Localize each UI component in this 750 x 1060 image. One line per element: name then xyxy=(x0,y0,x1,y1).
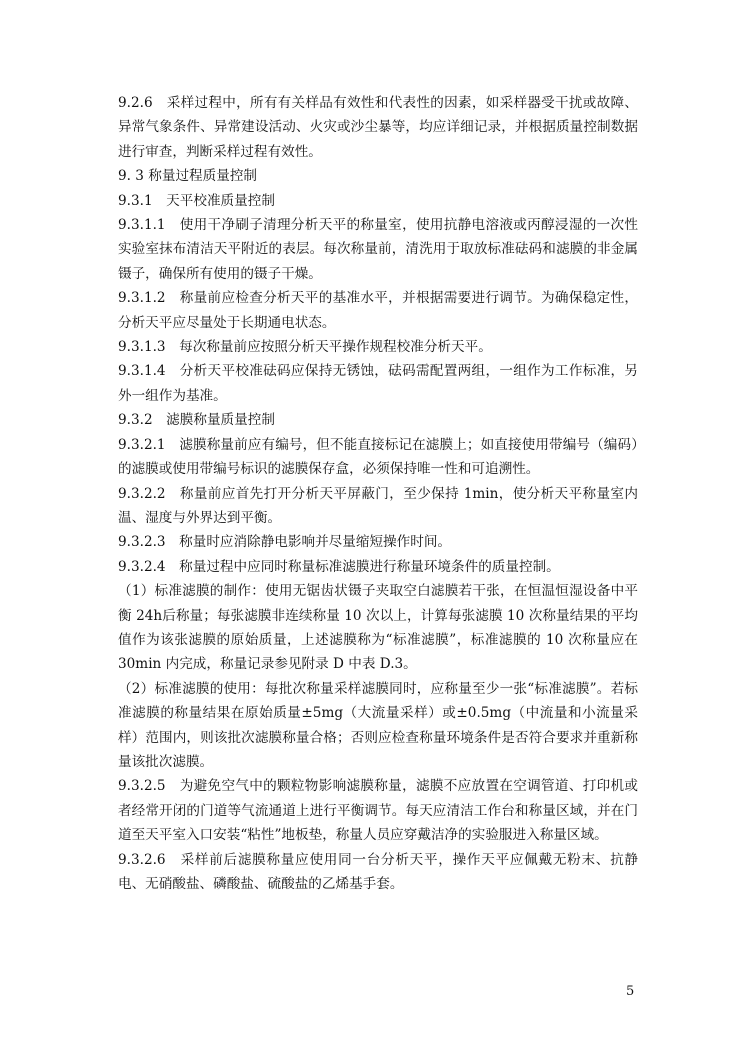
section-9-3-1-1: 9.3.1.1 使用干净刷子清理分析天平的称量室，使用抗静电溶液或丙醇浸湿的一次性实验室抹布清洁天平附近的表层。每次称量前，清洗用于取放标准砝码和滤膜的非金属镊子，确保所有使用的镊子干燥。 xyxy=(118,217,638,282)
heading-9-3-1: 9.3.1 天平校准质量控制 xyxy=(118,192,275,209)
heading-9-3-2: 9.3.2 滤膜称量质量控制 xyxy=(118,412,275,429)
section-9-2-6: 9.2.6 采样过程中，所有有关样品有效性和代表性的因素，如采样器受干扰或故障、异常气象条件、异常建设活动、火灾或沙尘暴等，均应详细记录，并根据质量控制数据进行审查，判断采样过程有效性。 xyxy=(118,95,638,160)
item-standard-filter-making: （1）标准滤膜的制作：使用无锯齿状镊子夹取空白滤膜若干张，在恒温恒湿设备中平衡 24h后称量；每张滤膜非连续称量 10 次以上，计算每张滤膜 10 次称量结果的平均值作为该张滤膜的原始质量，上述滤膜称为“标准滤膜”，标准滤膜的 10 次称量应在 30min 内完成，称量记录参见附录 D 中表 D.3。 xyxy=(118,583,638,673)
section-9-3-2-6: 9.3.2.6 采样前后滤膜称量应使用同一台分析天平，操作天平应佩戴无粉末、抗静电、无硝酸盐、磷酸盐、硫酸盐的乙烯基手套。 xyxy=(118,851,638,892)
section-9-3-2-2: 9.3.2.2 称量前应首先打开分析天平屏蔽门，至少保持 1min，使分析天平称量室内温、湿度与外界达到平衡。 xyxy=(118,485,638,526)
section-9-3-2-4: 9.3.2.4 称量过程中应同时称量标准滤膜进行称量环境条件的质量控制。 xyxy=(118,558,560,575)
section-9-3-2-3: 9.3.2.3 称量时应消除静电影响并尽量缩短操作时间。 xyxy=(118,534,452,551)
page-number: 5 xyxy=(626,984,635,999)
section-9-3-2-1: 9.3.2.1 滤膜称量前应有编号，但不能直接标记在滤膜上；如直接使用带编号（编码）的滤膜或使用带编号标识的滤膜保存盒，必须保持唯一性和可追溯性。 xyxy=(118,436,638,478)
section-9-3-1-3: 9.3.1.3 每次称量前应按照分析天平操作规程校准分析天平。 xyxy=(118,339,492,356)
heading-9-3: 9. 3 称量过程质量控制 xyxy=(118,168,258,185)
item-standard-filter-use: （2）标准滤膜的使用：每批次称量采样滤膜同时，应称量至少一张“标准滤膜”。若标准滤膜的称量结果在原始质量±5mg（大流量采样）或±0.5mg（中流量和小流量采样）范围内，则该批次滤膜称量合格；否则应检查称量环境条件是否符合要求并重新称量该批次滤膜。 xyxy=(118,680,638,770)
section-9-3-1-2: 9.3.1.2 称量前应检查分析天平的基准水平，并根据需要进行调节。为确保稳定性，分析天平应尽量处于长期通电状态。 xyxy=(118,290,638,331)
section-9-3-1-4: 9.3.1.4 分析天平校准砝码应保持无锈蚀，砝码需配置两组，一组作为工作标准，另外一组作为基准。 xyxy=(118,363,638,404)
document-body xyxy=(118,91,638,896)
section-9-3-2-5: 9.3.2.5 为避免空气中的颗粒物影响滤膜称量，滤膜不应放置在空调管道、打印机或者经常开闭的门道等气流通道上进行平衡调节。每天应清洁工作台和称量区域，并在门道至天平室入口安装“粘性”地板垫，称量人员应穿戴洁净的实验服进入称量区域。 xyxy=(118,778,638,844)
